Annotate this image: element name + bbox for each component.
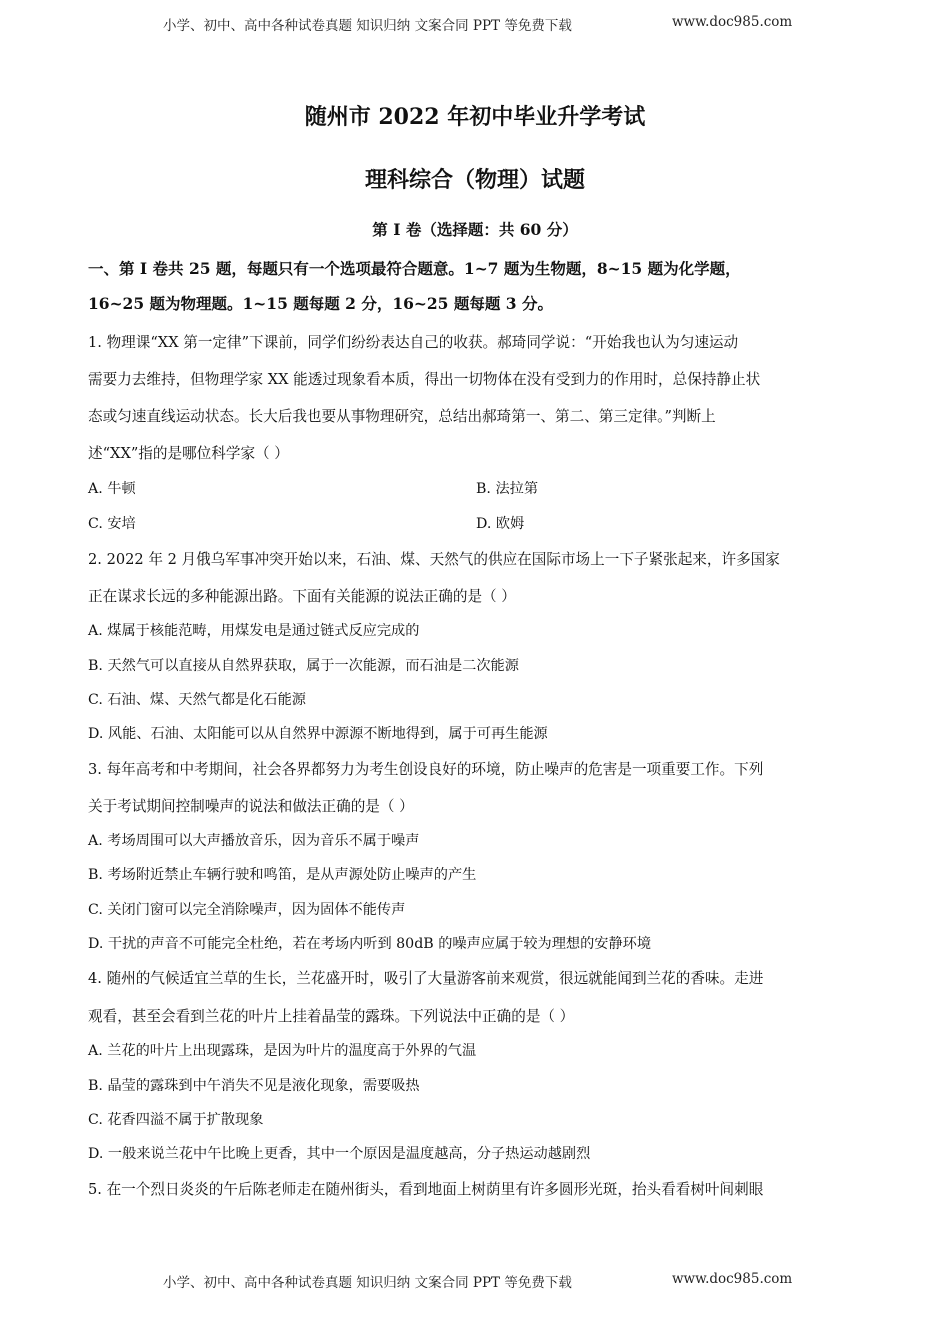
- option-d: D. 欧姆: [476, 516, 525, 532]
- option-c: C. 石油、煤、天然气都是化石能源: [88, 692, 306, 708]
- question-text-line: 5. 在一个烈日炎炎的午后陈老师走在随州街头，看到地面上树荫里有许多圆形光斑，抬头看看树叶间刺眼: [88, 1181, 764, 1198]
- question-text-line: 4. 随州的气候适宜兰草的生长，兰花盛开时，吸引了大量游客前来观赏，很远就能闻到兰花的香味。走进: [88, 970, 764, 987]
- option-a: A. 兰花的叶片上出现露珠，是因为叶片的温度高于外界的气温: [88, 1043, 477, 1059]
- question-text-line: 观看，甚至会看到兰花的叶片上挂着晶莹的露珠。下列说法中正确的是（ ）: [88, 1008, 575, 1025]
- page-header-url[interactable]: www.doc985.com: [672, 14, 793, 30]
- exam-subtitle: 理科综合（物理）试题: [364, 167, 585, 193]
- instruction-line-1: 一、第 I 卷共 25 题，每题只有一个选项最符合题意。1~7 题为生物题，8~15 题为化学题，: [88, 259, 741, 278]
- question-text-line: 态或匀速直线运动状态。长大后我也要从事物理研究，总结出郝琦第一、第二、第三定律。”判断上: [88, 408, 716, 425]
- page-footer-url[interactable]: www.doc985.com: [672, 1271, 793, 1287]
- question-text-line: 正在谋求长远的多种能源出路。下面有关能源的说法正确的是（ ）: [88, 588, 516, 605]
- page-footer-text: 小学、初中、高中各种试卷真题 知识归纳 文案合同 PPT 等免费下载: [163, 1275, 572, 1291]
- option-d: D. 一般来说兰花中午比晚上更香，其中一个原因是温度越高，分子热运动越剧烈: [88, 1146, 591, 1162]
- option-d: D. 干扰的声音不可能完全杜绝，若在考场内听到 80dB 的噪声应属于较为理想的安静环境: [88, 936, 652, 952]
- question-text-line: 需要力去维持，但物理学家 XX 能透过现象看本质，得出一切物体在没有受到力的作用时，总保持静止状: [88, 371, 761, 388]
- option-c: C. 花香四溢不属于扩散现象: [88, 1112, 264, 1128]
- option-b: B. 天然气可以直接从自然界获取，属于一次能源，而石油是二次能源: [88, 658, 519, 674]
- option-a: A. 煤属于核能范畴，用煤发电是通过链式反应完成的: [88, 623, 420, 639]
- option-b: B. 法拉第: [476, 481, 539, 497]
- option-b: B. 晶莹的露珠到中午消失不见是液化现象，需要吸热: [88, 1078, 420, 1094]
- option-c: C. 关闭门窗可以完全消除噪声，因为固体不能传声: [88, 902, 406, 918]
- exam-title: 随州市 2022 年初中毕业升学考试: [304, 104, 646, 130]
- option-c: C. 安培: [88, 516, 136, 532]
- question-text-line: 2. 2022 年 2 月俄乌军事冲突开始以来，石油、煤、天然气的供应在国际市场上一下子紧张起来，许多国家: [88, 551, 780, 568]
- option-a: A. 考场周围可以大声播放音乐，因为音乐不属于噪声: [88, 833, 420, 849]
- option-b: B. 考场附近禁止车辆行驶和鸣笛，是从声源处防止噪声的产生: [88, 867, 477, 883]
- section-heading: 第 I 卷（选择题：共 60 分）: [372, 220, 578, 239]
- question-text-line: 关于考试期间控制噪声的说法和做法正确的是（ ）: [88, 798, 414, 815]
- question-text-line: 1. 物理课“XX 第一定律”下课前，同学们纷纷表达自己的收获。郝琦同学说：“开始我也认为匀速运动: [88, 334, 739, 351]
- option-d: D. 风能、石油、太阳能可以从自然界中源源不断地得到，属于可再生能源: [88, 726, 548, 742]
- option-a: A. 牛顿: [88, 481, 136, 497]
- question-text-line: 3. 每年高考和中考期间，社会各界都努力为考生创设良好的环境，防止噪声的危害是一项重要工作。下列: [88, 761, 764, 778]
- question-text-line: 述“XX”指的是哪位科学家（ ）: [88, 445, 289, 462]
- instruction-line-2: 16~25 题为物理题。1~15 题每题 2 分，16~25 题每题 3 分。: [88, 294, 553, 313]
- page-header-text: 小学、初中、高中各种试卷真题 知识归纳 文案合同 PPT 等免费下载: [163, 18, 572, 34]
